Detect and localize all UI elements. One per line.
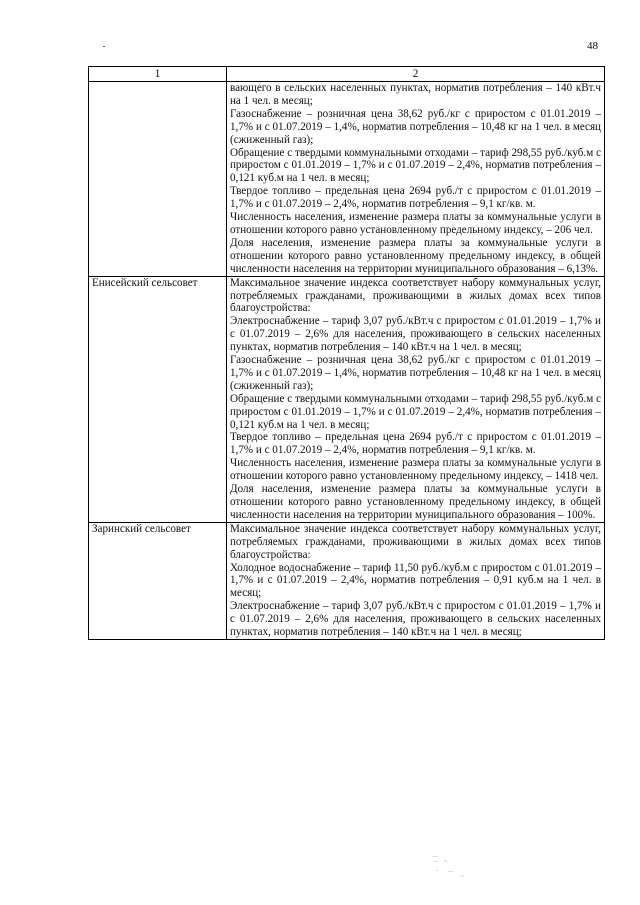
municipality-name-cell: Енисейский сельсовет — [89, 276, 227, 522]
municipality-name-cell — [89, 82, 227, 277]
description-paragraph: Твердое топливо – предельная цена 2694 руб./т с приростом с 01.01.2019 – 1,7% и с 01.07.2019 – 2,4%, норматив потребления – 9,1 кг/кв. м. — [230, 185, 601, 211]
description-paragraph: Максимальное значение индекса соответствует набору коммунальных услуг, потребляемых гражданами, проживающими в жилых домах всех типов благоустройства: — [230, 522, 601, 561]
table-row — [89, 276, 605, 522]
description-paragraph: Электроснабжение – тариф 3,07 руб./кВт.ч с приростом с 01.01.2019 – 1,7% и с 01.07.2019 – 2,6% для населения, проживающего в сельских населенных пунктах, норматив потребления – 140 кВт.ч на 1 чел. в месяц; — [230, 315, 601, 354]
description-paragraph: вающего в сельских населенных пунктах, норматив потребления – 140 кВт.ч на 1 чел. в месяц; — [230, 82, 601, 107]
description-cell — [227, 82, 605, 277]
description-paragraph: Обращение с твердыми коммунальными отходами – тариф 298,55 руб./куб.м с приростом с 01.01.2019 – 1,7% и с 01.07.2019 – 2,4%, норматив потребления – 0,121 куб.м на 1 чел. в месяц; — [230, 146, 601, 185]
description-paragraph: Газоснабжение – розничная цена 38,62 руб./кг с приростом с 01.01.2019 – 1,7% и с 01.07.2019 – 1,4%, норматив потребления – 10,48 кг на 1 чел. в месяц (сжиженный газ); — [230, 354, 601, 392]
column-header-2: 2 — [227, 67, 605, 82]
table-row — [89, 82, 605, 277]
description-paragraph: Холодное водоснабжение – тариф 11,50 руб./куб.м с приростом с 01.01.2019 – 1,7% и с 01.07.2019 – 2,4%, норматив потребления – 0,91 куб.м на 1 чел. в месяц; — [230, 561, 601, 600]
description-paragraph: Численность населения, изменение размера платы за коммунальные услуги в отношении которого равно установленному предельному индексу, – 206 чел. — [230, 211, 601, 236]
scan-smudge — [430, 850, 490, 890]
description-paragraph: Доля населения, изменение размера платы за коммунальные услуги в отношении которого равно установленному предельному индексу, в общей численности населения на территории муниципального образования – 100%. — [230, 483, 601, 521]
description-paragraph: Максимальное значение индекса соответствует набору коммунальных услуг, потребляемых гражданами, проживающими в жилых домах всех типов благоустройства: — [230, 276, 601, 315]
municipality-name-cell: Заринский сельсовет — [89, 522, 227, 639]
table-row — [89, 522, 605, 639]
page-number: 48 — [587, 40, 598, 52]
table-header-row — [89, 67, 605, 82]
description-paragraph: Численность населения, изменение размера платы за коммунальные услуги в отношении которого равно установленному предельному индексу, – 1418 чел. — [230, 457, 601, 483]
description-paragraph: Твердое топливо – предельная цена 2694 руб./т с приростом с 01.01.2019 – 1,7% и с 01.07.2019 – 2,4%, норматив потребления – 9,1 кг/кв. м. — [230, 431, 601, 457]
description-paragraph: Доля населения, изменение размера платы за коммунальные услуги в отношении которого равно установленному предельному индексу, в общей численности населения на территории муниципального образования – 6,13%. — [230, 236, 601, 275]
indicators-table — [88, 66, 605, 640]
description-paragraph: Электроснабжение – тариф 3,07 руб./кВт.ч с приростом с 01.01.2019 – 1,7% и с 01.07.2019 – 2,6% для населения, проживающего в сельских населенных пунктах, норматив потребления – 140 кВт.ч на 1 чел. в месяц; — [230, 600, 601, 639]
table-body — [89, 82, 605, 640]
description-cell — [227, 522, 605, 639]
margin-mark — [103, 46, 105, 47]
description-cell — [227, 276, 605, 522]
description-paragraph: Газоснабжение – розничная цена 38,62 руб./кг с приростом с 01.01.2019 – 1,7% и с 01.07.2019 – 1,4%, норматив потребления – 10,48 кг на 1 чел. в месяц (сжиженный газ); — [230, 107, 601, 146]
column-header-1: 1 — [89, 67, 227, 82]
description-paragraph: Обращение с твердыми коммунальными отходами – тариф 298,55 руб./куб.м с приростом с 01.01.2019 – 1,7% и с 01.07.2019 – 2,4%, норматив потребления – 0,121 куб.м на 1 чел. в месяц; — [230, 392, 601, 431]
